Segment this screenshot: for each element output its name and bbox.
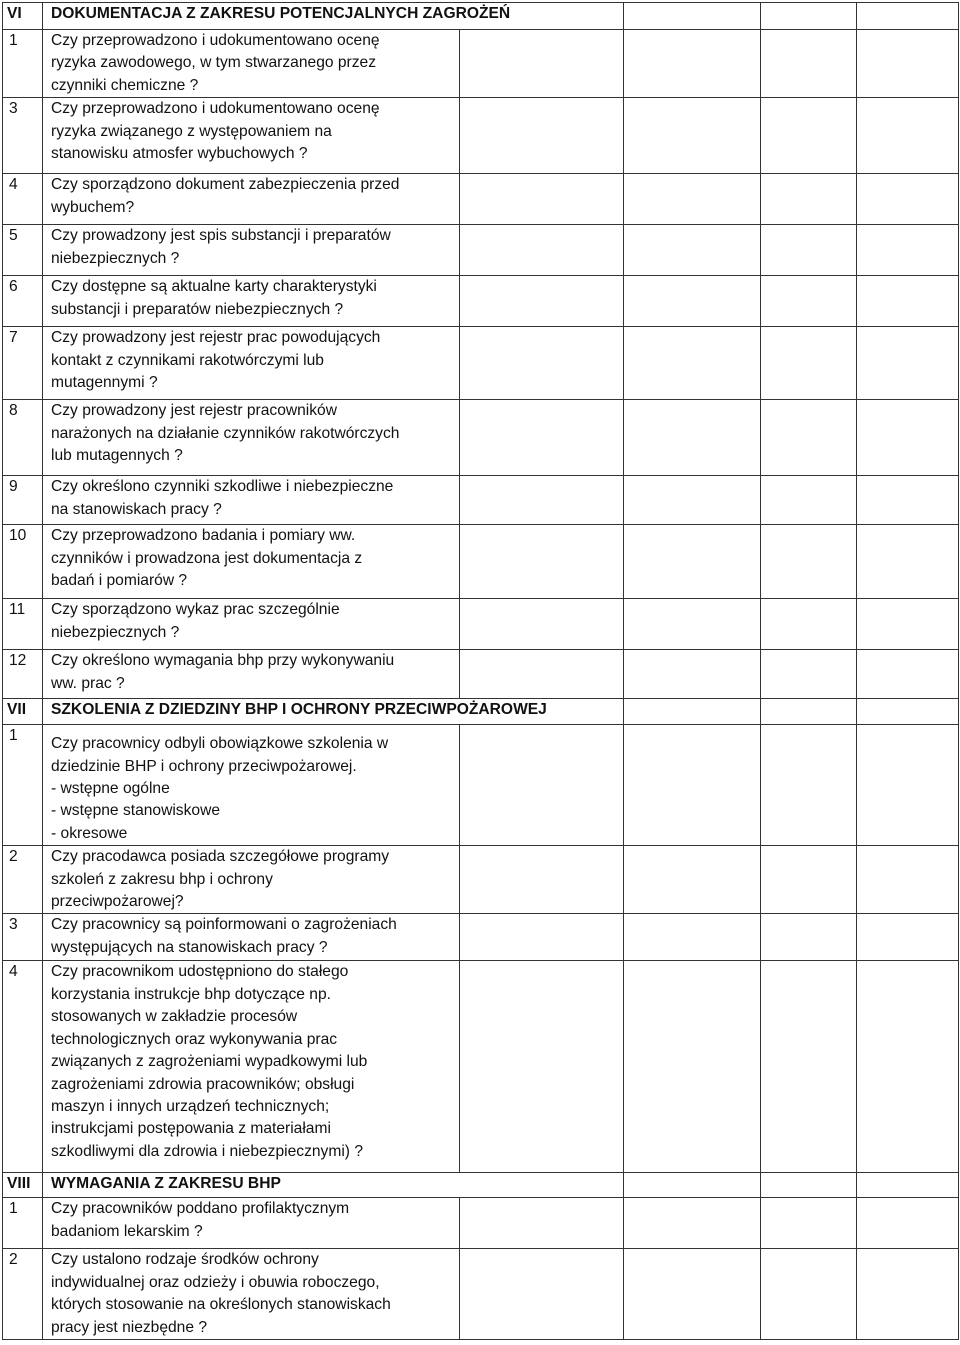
answer-cell[interactable]	[624, 525, 761, 599]
answer-cell[interactable]	[857, 525, 959, 599]
answer-cell[interactable]	[460, 914, 624, 961]
checklist-row	[3, 914, 959, 961]
question-text: Czy prowadzony jest rejestr prac powodujących kontakt z czynnikami rakotwórczymi lub mutagennymi ?	[43, 327, 460, 400]
answer-cell[interactable]	[857, 476, 959, 525]
item-number: 10	[3, 525, 43, 599]
answer-cell[interactable]	[460, 650, 624, 699]
answer-cell[interactable]	[624, 1249, 761, 1340]
answer-cell[interactable]	[460, 98, 624, 174]
answer-cell[interactable]	[857, 650, 959, 699]
section-numeral: VII	[3, 699, 43, 725]
answer-cell[interactable]	[761, 225, 857, 276]
answer-cell[interactable]	[624, 98, 761, 174]
section-header-row	[3, 1173, 959, 1198]
answer-cell[interactable]	[460, 961, 624, 1173]
checklist-row	[3, 30, 959, 98]
answer-cell[interactable]	[761, 98, 857, 174]
answer-cell[interactable]	[857, 699, 959, 725]
section-header-row	[3, 699, 959, 725]
answer-cell[interactable]	[761, 276, 857, 327]
answer-cell[interactable]	[460, 525, 624, 599]
question-text: Czy pracodawca posiada szczegółowe programy szkoleń z zakresu bhp i ochrony przeciwpożarowej?	[43, 846, 460, 914]
answer-cell[interactable]	[624, 650, 761, 699]
answer-cell[interactable]	[624, 699, 761, 725]
answer-cell[interactable]	[460, 400, 624, 476]
answer-cell[interactable]	[857, 1198, 959, 1249]
answer-cell[interactable]	[857, 3, 959, 30]
answer-cell[interactable]	[460, 174, 624, 225]
answer-cell[interactable]	[761, 846, 857, 914]
answer-cell[interactable]	[460, 1249, 624, 1340]
question-text: Czy ustalono rodzaje środków ochrony indywidualnej oraz odzieży i obuwia roboczego, których stosowanie na określonych stanowiskach pracy jest niezbędne ?	[43, 1249, 460, 1340]
answer-cell[interactable]	[624, 961, 761, 1173]
answer-cell[interactable]	[624, 1173, 761, 1198]
answer-cell[interactable]	[624, 30, 761, 98]
answer-cell[interactable]	[857, 914, 959, 961]
answer-cell[interactable]	[460, 476, 624, 525]
checklist-row	[3, 599, 959, 650]
answer-cell[interactable]	[460, 599, 624, 650]
answer-cell[interactable]	[761, 699, 857, 725]
answer-cell[interactable]	[624, 1198, 761, 1249]
question-text: Czy sporządzono wykaz prac szczególnie niebezpiecznych ?	[43, 599, 460, 650]
answer-cell[interactable]	[857, 98, 959, 174]
answer-cell[interactable]	[857, 30, 959, 98]
answer-cell[interactable]	[857, 1249, 959, 1340]
checklist-row	[3, 650, 959, 699]
answer-cell[interactable]	[857, 599, 959, 650]
answer-cell[interactable]	[460, 276, 624, 327]
item-number: 9	[3, 476, 43, 525]
question-text: Czy pracownicy odbyli obowiązkowe szkolenia w dziedzinie BHP i ochrony przeciwpożarowej. - wstępne ogólne - wstępne stanowiskowe - okresowe	[43, 725, 460, 846]
answer-cell[interactable]	[761, 1173, 857, 1198]
checklist-row	[3, 961, 959, 1173]
section-numeral: VI	[3, 3, 43, 30]
item-number: 11	[3, 599, 43, 650]
item-number: 1	[3, 725, 43, 846]
inspection-checklist-table	[2, 2, 959, 1340]
answer-cell[interactable]	[624, 225, 761, 276]
checklist-row	[3, 725, 959, 846]
question-text: Czy prowadzony jest rejestr pracowników narażonych na działanie czynników rakotwórczych lub mutagennych ?	[43, 400, 460, 476]
question-text: Czy pracownicy są poinformowani o zagrożeniach występujących na stanowiskach pracy ?	[43, 914, 460, 961]
checklist-row	[3, 276, 959, 327]
answer-cell[interactable]	[460, 725, 624, 846]
answer-cell[interactable]	[857, 725, 959, 846]
item-number: 8	[3, 400, 43, 476]
item-number: 1	[3, 30, 43, 98]
item-number: 2	[3, 846, 43, 914]
item-number: 12	[3, 650, 43, 699]
answer-cell[interactable]	[460, 225, 624, 276]
answer-cell[interactable]	[624, 914, 761, 961]
item-number: 3	[3, 98, 43, 174]
answer-cell[interactable]	[761, 3, 857, 30]
answer-cell[interactable]	[857, 174, 959, 225]
item-number: 5	[3, 225, 43, 276]
question-text: Czy przeprowadzono i udokumentowano ocenę ryzyka zawodowego, w tym stwarzanego przez czynniki chemiczne ?	[43, 30, 460, 98]
checklist-row	[3, 476, 959, 525]
question-text: Czy sporządzono dokument zabezpieczenia przed wybuchem?	[43, 174, 460, 225]
section-title: SZKOLENIA Z DZIEDZINY BHP I OCHRONY PRZECIWPOŻAROWEJ	[43, 699, 624, 725]
checklist-row	[3, 327, 959, 400]
answer-cell[interactable]	[857, 400, 959, 476]
section-title: DOKUMENTACJA Z ZAKRESU POTENCJALNYCH ZAGROŻEŃ	[43, 3, 624, 30]
item-number: 4	[3, 174, 43, 225]
item-number: 2	[3, 1249, 43, 1340]
checklist-row	[3, 846, 959, 914]
answer-cell[interactable]	[761, 327, 857, 400]
question-text: Czy określono wymagania bhp przy wykonywaniu ww. prac ?	[43, 650, 460, 699]
section-title: WYMAGANIA Z ZAKRESU BHP	[43, 1173, 624, 1198]
answer-cell[interactable]	[624, 3, 761, 30]
checklist-row	[3, 400, 959, 476]
answer-cell[interactable]	[857, 276, 959, 327]
answer-cell[interactable]	[857, 961, 959, 1173]
question-text: Czy pracownikom udostępniono do stałego korzystania instrukcje bhp dotyczące np. stosowanych w zakładzie procesów technologicznych oraz wykonywania prac związanych z zagrożeniami wypadkowymi lub zagrożeniami zdrowia pracowników; obsługi maszyn i innych urządzeń technicznych; instrukcjami postępowania z materiałami szkodliwymi dla zdrowia i niebezpiecznymi) ?	[43, 961, 460, 1173]
checklist-body	[3, 3, 959, 1340]
item-number: 4	[3, 961, 43, 1173]
answer-cell[interactable]	[857, 1173, 959, 1198]
answer-cell[interactable]	[624, 276, 761, 327]
answer-cell[interactable]	[624, 599, 761, 650]
section-header-row	[3, 3, 959, 30]
question-text: Czy przeprowadzono i udokumentowano ocenę ryzyka związanego z występowaniem na stanowisku atmosfer wybuchowych ?	[43, 98, 460, 174]
answer-cell[interactable]	[761, 961, 857, 1173]
answer-cell[interactable]	[624, 846, 761, 914]
question-text: Czy pracowników poddano profilaktycznym badaniom lekarskim ?	[43, 1198, 460, 1249]
answer-cell[interactable]	[624, 725, 761, 846]
answer-cell[interactable]	[857, 225, 959, 276]
answer-cell[interactable]	[460, 1198, 624, 1249]
answer-cell[interactable]	[761, 914, 857, 961]
answer-cell[interactable]	[624, 174, 761, 225]
answer-cell[interactable]	[761, 650, 857, 699]
question-text: Czy przeprowadzono badania i pomiary ww. czynników i prowadzona jest dokumentacja z badań i pomiarów ?	[43, 525, 460, 599]
item-number: 1	[3, 1198, 43, 1249]
answer-cell[interactable]	[460, 30, 624, 98]
answer-cell[interactable]	[460, 327, 624, 400]
answer-cell[interactable]	[761, 174, 857, 225]
answer-cell[interactable]	[761, 525, 857, 599]
checklist-row	[3, 1249, 959, 1340]
answer-cell[interactable]	[624, 400, 761, 476]
answer-cell[interactable]	[761, 1249, 857, 1340]
answer-cell[interactable]	[624, 327, 761, 400]
question-text: Czy prowadzony jest spis substancji i preparatów niebezpiecznych ?	[43, 225, 460, 276]
checklist-row	[3, 1198, 959, 1249]
checklist-row	[3, 225, 959, 276]
question-text: Czy określono czynniki szkodliwe i niebezpieczne na stanowiskach pracy ?	[43, 476, 460, 525]
checklist-row	[3, 174, 959, 225]
answer-cell[interactable]	[761, 599, 857, 650]
question-text: Czy dostępne są aktualne karty charakterystyki substancji i preparatów niebezpiecznych ?	[43, 276, 460, 327]
answer-cell[interactable]	[761, 30, 857, 98]
answer-cell[interactable]	[761, 1198, 857, 1249]
item-number: 6	[3, 276, 43, 327]
answer-cell[interactable]	[761, 476, 857, 525]
answer-cell[interactable]	[857, 327, 959, 400]
answer-cell[interactable]	[761, 725, 857, 846]
answer-cell[interactable]	[460, 846, 624, 914]
answer-cell[interactable]	[857, 846, 959, 914]
checklist-row	[3, 525, 959, 599]
answer-cell[interactable]	[761, 400, 857, 476]
answer-cell[interactable]	[624, 476, 761, 525]
item-number: 3	[3, 914, 43, 961]
section-numeral: VIII	[3, 1173, 43, 1198]
checklist-row	[3, 98, 959, 174]
item-number: 7	[3, 327, 43, 400]
